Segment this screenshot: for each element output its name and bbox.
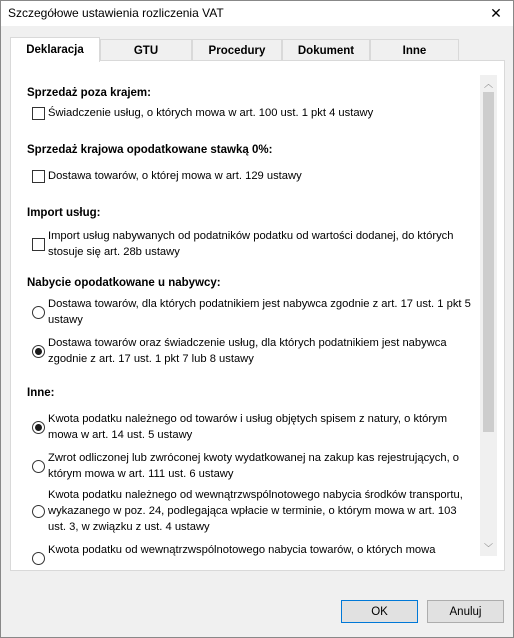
option-label: Import usług nabywanych od podatników podatku od wartości dodanej, do których stosuje się art. 28b ustawy — [48, 230, 454, 258]
option-export-services[interactable] — [32, 105, 477, 121]
vertical-scrollbar[interactable] — [480, 75, 497, 556]
option-art-129[interactable] — [32, 168, 477, 184]
tab-panel-deklaracja — [10, 60, 505, 571]
window-title: Szczegółowe ustawienia rozliczenia VAT — [8, 6, 224, 20]
tab-inne[interactable]: Inne — [370, 39, 459, 61]
option-label: Dostawa towarów, dla których podatnikiem jest nabywca zgodnie z art. 17 ust. 1 pkt 5 ustawy — [48, 298, 471, 326]
radio-button[interactable] — [32, 552, 45, 565]
radio-button[interactable] — [32, 505, 45, 518]
option-import-28b[interactable] — [32, 228, 477, 260]
radio-button[interactable] — [32, 460, 45, 473]
scroll-up-icon[interactable]: ︿ — [483, 79, 493, 89]
scroll-thumb[interactable] — [483, 92, 494, 432]
radio-button[interactable] — [32, 306, 45, 319]
checkbox[interactable] — [32, 170, 45, 183]
option-wnt-goods[interactable] — [32, 542, 477, 565]
option-label: Zwrot odliczonej lub zwróconej kwoty wydatkowanej na zakup kas rejestrujących, o którym mowa w art. 111 ust. 6 ustawy — [48, 452, 460, 480]
section-heading-other: Inne: — [27, 387, 55, 399]
option-label: Dostawa towarów, o której mowa w art. 129 ustawy — [48, 170, 302, 182]
tab-dokument[interactable]: Dokument — [282, 39, 370, 61]
option-label: Kwota podatku od wewnątrzwspólnotowego nabycia towarów, o których mowa — [48, 544, 436, 556]
scroll-down-icon[interactable]: ﹀ — [483, 543, 493, 553]
option-cash-register-refund[interactable] — [32, 450, 477, 482]
title-bar[interactable] — [1, 1, 513, 26]
section-heading-reverse-charge: Nabycie opodatkowane u nabywcy: — [27, 277, 221, 289]
checkbox[interactable] — [32, 107, 45, 120]
ok-button[interactable]: OK — [341, 600, 418, 623]
tab-procedury[interactable]: Procedury — [192, 39, 282, 61]
close-icon[interactable]: ✕ — [490, 5, 502, 21]
radio-button-checked[interactable] — [32, 345, 45, 358]
section-heading-export: Sprzedaż poza krajem: — [27, 87, 151, 99]
option-label: Kwota podatku należnego od towarów i usług objętych spisem z natury, o którym mowa w art. 14 ust. 5 ustawy — [48, 413, 448, 441]
radio-button-checked[interactable] — [32, 421, 45, 434]
section-heading-import-services: Import usług: — [27, 207, 101, 219]
option-label: Dostawa towarów oraz świadczenie usług, dla których podatnikiem jest nabywca zgodnie z art. 17 ust. 1 pkt 7 lub 8 ustawy — [48, 337, 447, 365]
option-wnt-transport[interactable] — [32, 487, 477, 535]
option-art-17-pkt-5[interactable] — [32, 296, 477, 328]
scroll-content — [27, 73, 479, 567]
tab-deklaracja[interactable]: Deklaracja — [10, 37, 100, 62]
tab-gtu[interactable]: GTU — [100, 39, 192, 61]
checkbox[interactable] — [32, 238, 45, 251]
cancel-button[interactable]: Anuluj — [427, 600, 504, 623]
section-heading-domestic-zero: Sprzedaż krajowa opodatkowane stawką 0%: — [27, 144, 273, 156]
option-label: Świadczenie usług, o których mowa w art. 100 ust. 1 pkt 4 ustawy — [48, 107, 374, 119]
option-stocktake-tax[interactable] — [32, 411, 477, 443]
option-art-17-pkt-7-8[interactable] — [32, 335, 477, 367]
option-label: Kwota podatku należnego od wewnątrzwspólnotowego nabycia środków transportu, wykazanego w poz. 24, podlegająca wpłacie w terminie, o którym mowa w art. 103 ust. 3, w związku z ust. 4 ustawy — [48, 489, 463, 533]
